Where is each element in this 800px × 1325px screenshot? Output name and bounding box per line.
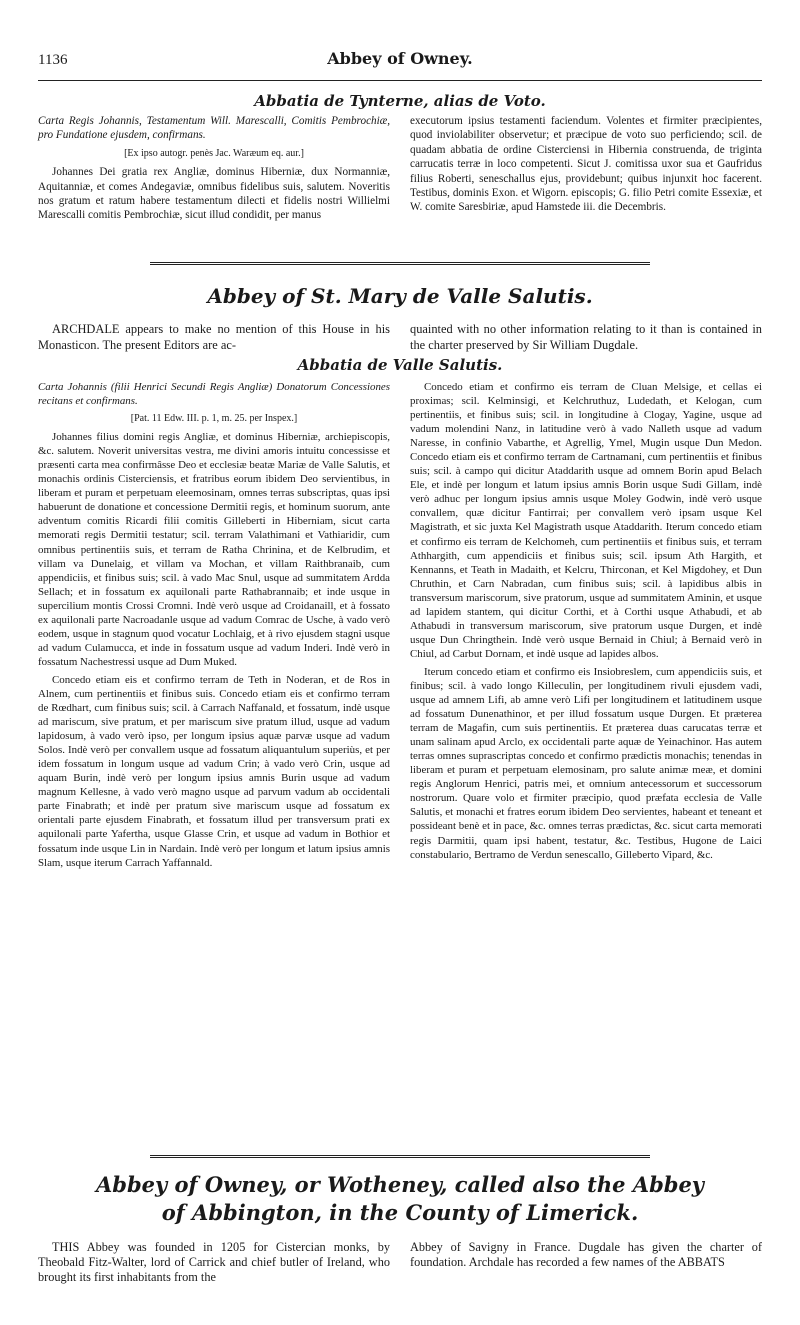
section-title-valle-salutis: Abbey of St. Mary de Valle Salutis.	[207, 284, 593, 308]
section-divider	[150, 1155, 650, 1158]
column-left-owney	[38, 1240, 390, 1290]
column-right-valle-salutis	[410, 380, 762, 866]
column-right-owney	[410, 1240, 762, 1274]
intro-text: ARCHDALE appears to make no mention of this House in his Monasticon. The present Editors are ac-	[38, 322, 390, 352]
charter-paragraph: Iterum concedo etiam et confirmo eis Insiobreslem, cum appendiciis suis, et finibus; scil. à vado longo Killeculin, per longitudinem rivuli ejusdem vadi, usque ad amnem Lifi, ab amne verò Lifi per longitudinem et latitudinem usque ad fossatum Dunenathinor, et per illud fossatum usque Durgen. Et præterea terram de Magafin, cum suis pertinentiis. Et præterea duas carucatas terræ et unam salinam apud Arclo, ex occidentali parte aquæ de Yeinachinor. Has autem terras omnes suprascriptas concedo et confirmo prædictis monachis; tenendas in liberam et puram et perpetuam elemosinam, pro salute animæ meæ, et domini regis Anglorum Henrici, patris mei, et omnium antecessorum et successorum nostrorum. Quare volo et firmiter præcipio, quod præfata ecclesia de Valle Salutis, et monachi et fratres eorum ibidem Deo servientes, habeant et teneant et possideant benè et in pace, &c. omnes terras prædictas, &c. sicut carta memorati regis Darmitii, quam ipsi habent, testatur, &c. Testibus, Hugone de Laici constabulario, Bertramo de Verdun senescallo, Gilleberto Vipard, &c.	[410, 665, 762, 861]
source-citation: [Ex ipso autogr. penès Jac. Waræum eq. aur.]	[124, 147, 304, 159]
page-number: 1136	[38, 52, 68, 68]
owney-text: THIS Abbey was founded in 1205 for Cistercian monks, by Theobald Fitz-Walter, lord of Carrick and chief butler of Ireland, who brought its first inhabitants from the	[38, 1240, 390, 1285]
column-left-tynterne	[38, 114, 390, 227]
charter-text-continued: executorum ipsius testamenti faciendum. Volentes et firmiter præcipientes, quod inviolabiliter observetur; et præcipue de voto suo perficiendo; scil. de quadam abbatia de ordine Cisterciensi in Hibernia construenda, de triginta carrucatis terræ in loco competenti. Sicut J. comitissa uxor sua et Gaufridus filius Roberti, seneschallus ejus, providebunt; quibus injunxit hoc facerent. Testibus, dominis Exon. et Wigorn. episcopis; G. filio Petri comite Essexiæ, et W. comite Saresbiriæ, apud Hamstede iii. die Decembris.	[410, 115, 762, 214]
running-header	[38, 46, 762, 86]
section-title-owney-line1: Abbey of Owney, or Wotheney, called also the Abbey	[95, 1172, 705, 1197]
charter-heading: Carta Regis Johannis, Testamentum Will. Marescalli, Comitis Pembrochiæ, pro Fundatione ejusdem, confirmans.	[38, 115, 390, 142]
source-citation: [Pat. 11 Edw. III. p. 1, m. 25. per Inspex.]	[130, 413, 298, 425]
section-divider	[150, 262, 650, 265]
charter-paragraph: Concedo etiam eis et confirmo terram de Teth in Noderan, et de Ros in Alnem, cum pertinentiis et finibus suis. Concedo etiam eis et confirmo terram de Rœdhart, cum finibus suis; scil. à Carrach Naffanald, et fossatum, indè usque ad mariscum, sive pratum, et per mariscum sive pratum illud, usque ad vadum lapidosum, à vado verò ipso, per longum ipsius aquæ parvæ usque ad vadum Solos. Indè verò per convallem usque ad fossatum aliquantulum superiùs, et per idem fossatum in longum usque ad vadum Crin; à vado verò Crin, usque ad aquam Burin, indè verò per longum ipsius amnis Burin usque ad vadum magnum Kellesne, à vado verò magno usque ad parvum vadum ab occidentali parte Finabrath; et indè per pratum sive mariscum usque ad fossatum ex orientali parte ejusdem Finabrath, et fossatum illud per transversum prati ex aquilonali parte Yafertha, usque Glasse Crin, et usque ad vadum in Bothior et fossatum inde usque Lin in Nardain. Indè verò per longum et latum ipsius amnis Slam, usque iterum Carrach Yaffannald.	[38, 673, 390, 869]
column-left-valle-salutis	[38, 380, 390, 874]
intro-right	[410, 322, 762, 357]
charter-text: Johannes Dei gratia rex Angliæ, dominus Hiberniæ, dux Normanniæ, Aquitanniæ, et comes Andegaviæ, omnibus fidelibus suis, salutem. Noveritis nos gratum et ratum habere testamentum dilecti et fidelis nostri Willielmi Marescalli comitis Pembrochiæ, sicut illud condidit, per manus	[38, 166, 390, 222]
header-rule	[38, 80, 762, 81]
section-title-tynterne: Abbatia de Tynterne, alias de Voto.	[254, 92, 546, 110]
column-right-tynterne	[410, 114, 762, 219]
intro-left	[38, 322, 390, 357]
intro-text-continued: quainted with no other information relating to it than is contained in the charter preserved by Sir William Dugdale.	[410, 322, 762, 352]
owney-text-continued: Abbey of Savigny in France. Dugdale has given the charter of foundation. Archdale has recorded a few names of the ABBATS	[410, 1240, 762, 1270]
charter-paragraph: Concedo etiam et confirmo eis terram de Cluan Melsige, et cellas ei proximas; scil. Kelminsigi, et Kelchruthuz, Ludedath, et Kelogan, cum pertinentiis, et finibus suis; scil. in longitudine à Clogay, Yagine, usque ad vadum molendini Nanz, in latitudine verò à vado Nalleth usque ad vadum Naresse, in confinio Vabarthe, et Agrellig, Ymel, Mugin usque Dun Medon. Concedo etiam eis et confirmo terram de Cartnamani, cum pertinentiis et finibus suis; scil. à campo qui dicitur Ataddarith usque ad omnem Borin apud Belach Ele, et indè per longum et latum ipsius amnis Borin usque Sudi Gillam, indè verò adhuc per longum ipsius amnis usque Moley Godwin, indè verò usque convallem, quæ dicitur Fantirrai; per convallem verò ipsam usque Kel Magistrath, et sic juxta Kel Magistrath usque Ataddarith. Iterum concedo etiam et confirmo eis terram de Kelchomeh, cum pertinentiis et finibus suis, et terram Athhargith, cum appendiciis et finibus suis; scil. ipsum Ath Hargith, et Kennanns, et Teath in Madaith, et Kelcru, Thirconan, et Kel Migdohey, et Dun Chruthin, et Carn Nabradan, cum finibus suis; scil. à lapidibus albis in transversum mariscorum, sive pratorum, usque ad summitatem Aminin, et usque ad lapidem stantem, qui dicitur Corthi, et à Corthi usque Athabudi, et ab Athabudi in transversum mariscorum, sive pratorum usque Durgen, et indè usque Dun Chringthein. Indè verò usque Bernaid in Chiul; à Bernaid verò in Chiul, ad Carbut Dornam, et indè usque ad lapides albos.	[410, 381, 762, 660]
charter-paragraph: Johannes filius domini regis Angliæ, et dominus Hiberniæ, archiepiscopis, &c. salutem. Noverit universitas vestra, me divini amoris intuitu concessisse et præsenti carta mea confirmâsse Deo et ecclesiæ beatæ Mariæ de Valle Salutis, et monachis ordinis Cisterciensis, et fratribus eorum ibidem Deo servientibus, in liberam et puram et perpetuam eleemosinam, omnes terras subscriptas, quas ipsi habuerunt de donatione et concessione Dermitii regis, et hominum suorum, ante adventum comitis Ricardi filii comitis Gilleberti in Hiberniam, sicut carta memorati regis Dermitii testatur; scil. terram Valathimani et Vathiaridir, cum omnibus pertinentiis suis, et terram de Ratha Chrinina, et de Kelbrudim, et villam va Dunelaig, et villam va Mochan, et villam Raithbranaib, cum appendiciis, et finibus suis; scil. à vado Mac Snul, usque ad summitatem Ardda Sellach; et in fossatum ex aquilonali parte Rathabrannaib; et inde usque in supercilium montis Crossi Cromni. Indè verò usque ad Croidanaill, et à fossato ex aquilonali parte Nacroadanle usque ad vadum Comrac de Usche, à vado verò eodem, usque in stagnum quod vocatur Lochlaig, et à rivo ejusdem stagni usque ad vadum Culamucca, et inde in fossatum usque ad vadum Inderi. Indè verò in fossatum Nachestressi usque ad Dum Muked.	[38, 431, 390, 668]
section-title-owney-line2: of Abbington, in the County of Limerick.	[161, 1200, 639, 1225]
running-title: Abbey of Owney.	[327, 49, 473, 68]
subsection-title: Abbatia de Valle Salutis.	[297, 356, 503, 374]
charter-heading: Carta Johannis (filii Henrici Secundi Regis Angliæ) Donatorum Concessiones recitans et confirmans.	[38, 381, 390, 408]
